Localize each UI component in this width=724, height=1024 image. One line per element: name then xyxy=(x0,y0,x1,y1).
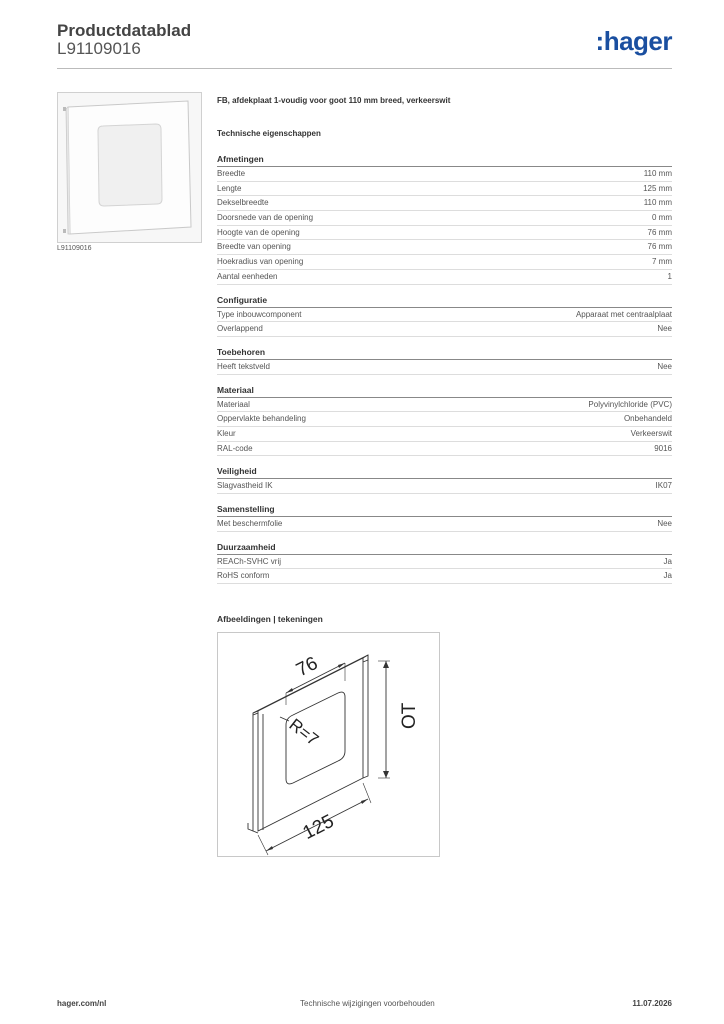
cover-plate-illustration xyxy=(58,93,201,242)
spec-value: Apparaat met centraalplaat xyxy=(575,309,672,319)
spec-row xyxy=(217,226,672,241)
spec-value: Onbehandeld xyxy=(623,414,672,424)
spec-section xyxy=(217,154,672,285)
footer-website[interactable]: hager.com/nl xyxy=(57,999,107,1008)
spec-label: Lengte xyxy=(217,183,242,193)
main-content xyxy=(217,96,672,594)
dim-length-label: 125 xyxy=(299,810,338,844)
spec-row xyxy=(217,211,672,226)
spec-label: Slagvastheid IK xyxy=(217,481,273,491)
header-divider xyxy=(57,68,672,69)
spec-row xyxy=(217,569,672,584)
spec-label: Hoekradius van opening xyxy=(217,257,304,267)
spec-value: IK07 xyxy=(655,481,672,491)
spec-section xyxy=(217,295,672,337)
section-title: Veiligheid xyxy=(217,466,672,479)
spec-value: Nee xyxy=(657,519,672,528)
spec-section xyxy=(217,347,672,375)
hager-logo[interactable]: :hager xyxy=(595,26,672,56)
spec-row xyxy=(217,270,672,285)
spec-row xyxy=(217,196,672,211)
spec-label: Kleur xyxy=(217,428,236,438)
images-heading: Afbeeldingen | tekeningen xyxy=(217,614,323,624)
section-title: Materiaal xyxy=(217,385,672,398)
product-description: FB, afdekplaat 1-voudig voor goot 110 mm breed, verkeerswit xyxy=(217,96,451,105)
section-title: Toebehoren xyxy=(217,347,672,360)
spec-label: Type inbouwcomponent xyxy=(217,309,302,319)
spec-row xyxy=(217,322,672,337)
spec-label: RoHS conform xyxy=(217,571,270,581)
section-title: Duurzaamheid xyxy=(217,542,672,555)
spec-value: 110 mm xyxy=(643,169,672,178)
spec-row xyxy=(217,517,672,532)
technical-properties-heading: Technische eigenschappen xyxy=(217,129,321,138)
spec-label: Hoogte van de opening xyxy=(217,227,300,237)
spec-value: Polyvinylchloride (PVC) xyxy=(588,399,672,409)
spec-label: Materiaal xyxy=(217,399,250,409)
dim-radius-label: R=7 xyxy=(285,714,323,750)
spec-label: Breedte xyxy=(217,169,246,178)
section-title: Afmetingen xyxy=(217,154,672,167)
spec-label: Heeft tekstveld xyxy=(217,361,270,371)
spec-label: Dekselbreedte xyxy=(217,198,269,208)
section-title: Samenstelling xyxy=(217,504,672,517)
spec-section xyxy=(217,466,672,494)
spec-value: 125 mm xyxy=(643,183,672,193)
spec-value: Nee xyxy=(657,324,672,334)
spec-row xyxy=(217,308,672,323)
page-title: Productdatablad xyxy=(57,21,192,40)
spec-label: Overlappend xyxy=(217,324,263,334)
spec-label: Met beschermfolie xyxy=(217,519,283,528)
spec-row xyxy=(217,442,672,457)
dim-height-label: OT xyxy=(399,702,420,729)
spec-row xyxy=(217,255,672,270)
spec-row xyxy=(217,240,672,255)
spec-value: 9016 xyxy=(654,443,672,453)
spec-row xyxy=(217,479,672,494)
spec-row xyxy=(217,412,672,427)
spec-value: 110 mm xyxy=(643,198,672,208)
product-image-caption: L91109016 xyxy=(57,245,92,252)
dim-width-label: 76 xyxy=(293,652,322,682)
spec-section xyxy=(217,385,672,457)
footer-notice: Technische wijzigingen voorbehouden xyxy=(300,999,435,1008)
spec-label: Oppervlakte behandeling xyxy=(217,414,306,424)
product-code: L91109016 xyxy=(57,39,141,58)
spec-label: Breedte van opening xyxy=(217,242,291,252)
spec-row xyxy=(217,182,672,197)
spec-row xyxy=(217,167,672,182)
spec-value: 0 mm xyxy=(652,213,672,223)
spec-value: 7 mm xyxy=(652,257,672,267)
spec-sections xyxy=(217,154,672,584)
spec-section xyxy=(217,542,672,584)
dimension-drawing xyxy=(218,633,439,856)
spec-label: RAL-code xyxy=(217,443,253,453)
spec-value: Verkeerswit xyxy=(630,428,672,438)
spec-row xyxy=(217,555,672,570)
spec-value: 76 mm xyxy=(647,227,672,237)
spec-value: Nee xyxy=(657,361,672,371)
spec-row xyxy=(217,427,672,442)
product-image xyxy=(57,92,202,243)
spec-value: 1 xyxy=(667,271,672,281)
spec-value: 76 mm xyxy=(647,242,672,252)
section-title: Configuratie xyxy=(217,295,672,308)
spec-section xyxy=(217,504,672,532)
spec-value: Ja xyxy=(663,571,672,581)
spec-label: REACh-SVHC vrij xyxy=(217,556,282,566)
spec-label: Aantal eenheden xyxy=(217,271,278,281)
spec-label: Doorsnede van de opening xyxy=(217,213,314,223)
footer-date: 11.07.2026 xyxy=(632,999,672,1008)
spec-row xyxy=(217,360,672,375)
spec-value: Ja xyxy=(663,556,672,566)
spec-row xyxy=(217,398,672,413)
technical-drawing xyxy=(217,632,440,857)
